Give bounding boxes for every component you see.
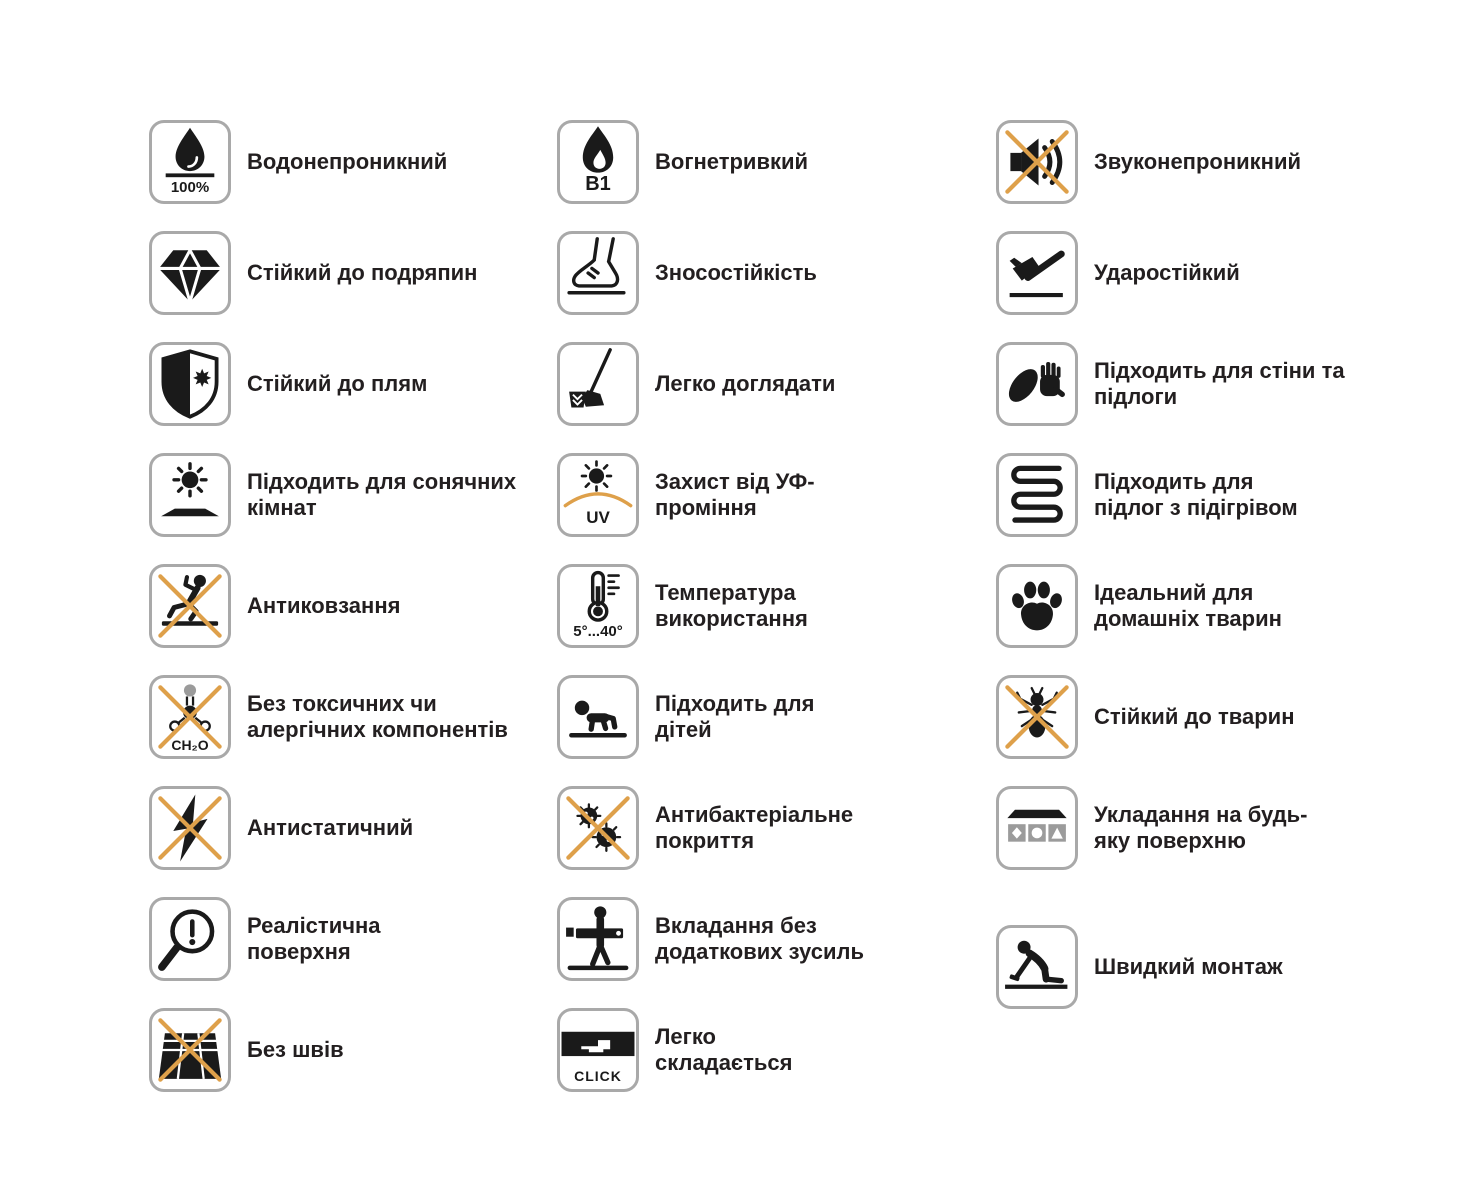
feature-label [1094, 469, 1298, 521]
feature-item [557, 120, 864, 204]
hand-foot-icon [996, 342, 1078, 426]
feature-label [655, 469, 815, 521]
feature-item [149, 342, 516, 426]
feature-label-line: Ідеальний для [1094, 580, 1254, 605]
flame-icon [557, 120, 639, 204]
feature-label-line: поверхня [247, 939, 351, 964]
feature-item [557, 453, 864, 537]
feature-label-line: підлоги [1094, 384, 1178, 409]
feature-item [149, 1008, 516, 1092]
feature-label [655, 580, 808, 632]
feature-label-line: Підходить для стіни та [1094, 358, 1345, 383]
feature-item [996, 453, 1345, 537]
feature-label-line: яку поверхню [1094, 828, 1246, 853]
feature-item [996, 564, 1345, 648]
feature-label-line: Стійкий до подряпин [247, 260, 478, 285]
thermometer-icon [557, 564, 639, 648]
feature-label-line: Вкладання без [655, 913, 817, 938]
feature-label-line: Температура [655, 580, 796, 605]
feature-label-line: Стійкий до тварин [1094, 704, 1295, 729]
feature-label-line: додаткових зусиль [655, 939, 864, 964]
feature-label-line: домашніх тварин [1094, 606, 1282, 631]
feature-column-1 [149, 120, 516, 1092]
feature-label-line: Підходить для [655, 691, 815, 716]
feature-label-line: Антиковзання [247, 593, 401, 618]
feature-label [1094, 802, 1308, 854]
feature-label [247, 593, 400, 619]
feature-label [1094, 358, 1345, 410]
feature-label [247, 149, 447, 175]
feature-label-line: Водонепроникний [247, 149, 448, 174]
no-static-icon [149, 786, 231, 870]
feature-label [655, 802, 853, 854]
feature-label [1094, 954, 1283, 980]
heating-icon [996, 453, 1078, 537]
no-bacteria-icon [557, 786, 639, 870]
feature-item [996, 786, 1345, 870]
shoe-icon [557, 231, 639, 315]
feature-item [557, 897, 864, 981]
icon-text: CLICK [574, 1068, 622, 1084]
feature-label-line: алергічних компонентів [247, 717, 508, 742]
feature-label-line: Укладання на будь- [1094, 802, 1308, 827]
feature-item [557, 675, 864, 759]
feature-item [996, 925, 1345, 1009]
shield-stain-icon [149, 342, 231, 426]
feature-label [655, 260, 817, 286]
feature-label-line: проміння [655, 495, 757, 520]
feature-label [1094, 260, 1240, 286]
feature-label [247, 691, 508, 743]
carry-plank-icon [557, 897, 639, 981]
feature-label-line: Реалістична [247, 913, 381, 938]
feature-label [247, 913, 381, 965]
feature-label [247, 815, 413, 841]
feature-label-line: кімнат [247, 495, 317, 520]
feature-label-line: Легко доглядати [655, 371, 836, 396]
hammer-icon [996, 231, 1078, 315]
feature-item [996, 675, 1345, 759]
baby-icon [557, 675, 639, 759]
feature-label [655, 691, 814, 743]
icon-text: B1 [585, 173, 611, 195]
paw-icon [996, 564, 1078, 648]
feature-label-line: Захист від УФ- [655, 469, 815, 494]
feature-label [655, 149, 808, 175]
feature-label-line: складається [655, 1050, 793, 1075]
feature-label [655, 371, 835, 397]
feature-label-line: Без швів [247, 1037, 344, 1062]
no-formaldehyde-icon [149, 675, 231, 759]
feature-label-line: Вогнетривкий [655, 149, 809, 174]
feature-item [149, 453, 516, 537]
no-slip-icon [149, 564, 231, 648]
feature-label-line: Ударостійкий [1094, 260, 1240, 285]
click-icon [557, 1008, 639, 1092]
feature-item [557, 564, 864, 648]
mop-icon [557, 342, 639, 426]
feature-item [149, 564, 516, 648]
fast-install-icon [996, 925, 1078, 1009]
feature-item [149, 786, 516, 870]
feature-label-line: Зносостійкість [655, 260, 817, 285]
diamond-icon [149, 231, 231, 315]
icon-text: 100% [170, 179, 210, 196]
sun-floor-icon [149, 453, 231, 537]
no-seams-icon [149, 1008, 231, 1092]
feature-item [557, 342, 864, 426]
uv-icon [557, 453, 639, 537]
feature-item [996, 120, 1345, 204]
feature-column-2 [557, 120, 864, 1092]
feature-label-line: Легко [655, 1024, 716, 1049]
feature-item [996, 342, 1345, 426]
feature-label [247, 1037, 344, 1063]
feature-label-line: Стійкий до плям [247, 371, 428, 396]
feature-label-line: Антистатичний [247, 815, 414, 840]
feature-item [149, 675, 516, 759]
magnifier-icon [149, 897, 231, 981]
feature-label-line: Антибактеріальне [655, 802, 854, 827]
feature-label-line: використання [655, 606, 808, 631]
any-surface-icon [996, 786, 1078, 870]
feature-item [149, 897, 516, 981]
feature-label [247, 260, 477, 286]
feature-item [557, 231, 864, 315]
icon-text: UV [586, 508, 610, 527]
water-drop-icon [149, 120, 231, 204]
feature-label-line: Підходить для сонячних [247, 469, 517, 494]
feature-label [1094, 580, 1282, 632]
feature-label [1094, 704, 1294, 730]
feature-label-line: дітей [655, 717, 712, 742]
icon-text: 5°...40° [573, 623, 623, 640]
feature-label-line: Без токсичних чи [247, 691, 437, 716]
feature-item [557, 786, 864, 870]
feature-label [247, 371, 427, 397]
feature-item [557, 1008, 864, 1092]
feature-item [149, 231, 516, 315]
feature-label [1094, 149, 1301, 175]
icon-text: CH₂O [171, 737, 209, 753]
feature-label-line: Швидкий монтаж [1094, 954, 1283, 979]
no-sound-icon [996, 120, 1078, 204]
no-insects-icon [996, 675, 1078, 759]
feature-label [655, 913, 864, 965]
feature-item [149, 120, 516, 204]
feature-label-line: підлог з підігрівом [1094, 495, 1298, 520]
feature-label [655, 1024, 792, 1076]
feature-label-line: Звуконепроникний [1094, 149, 1302, 174]
feature-label-line: Підходить для [1094, 469, 1254, 494]
feature-label-line: покриття [655, 828, 755, 853]
feature-label [247, 469, 516, 521]
feature-item [996, 231, 1345, 315]
feature-column-3 [996, 120, 1345, 1009]
